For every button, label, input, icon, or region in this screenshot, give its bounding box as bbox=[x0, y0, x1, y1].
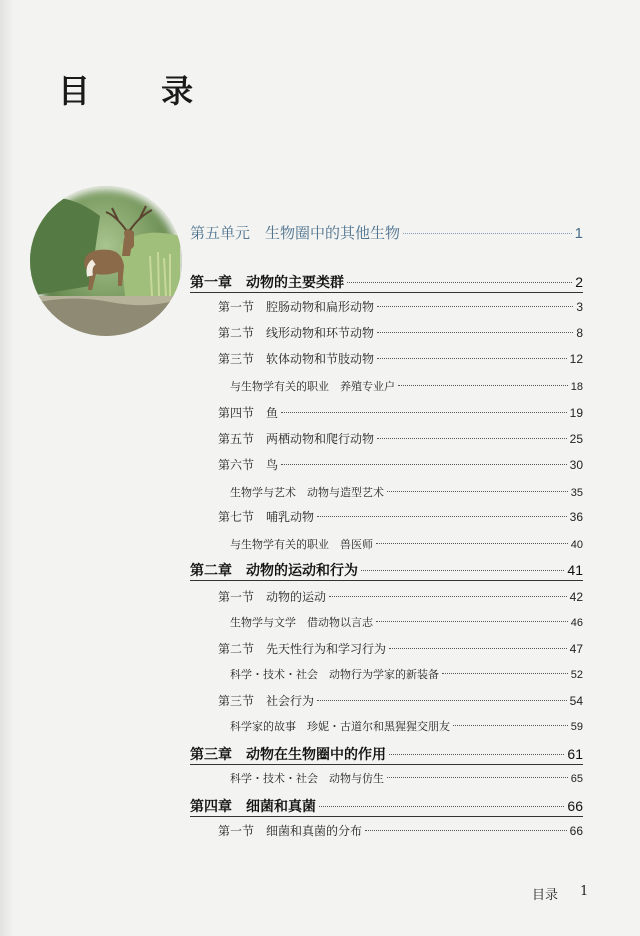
toc-entry-page: 36 bbox=[569, 510, 583, 524]
toc-section[interactable] bbox=[218, 430, 583, 447]
toc-entry-page: 3 bbox=[576, 300, 583, 314]
toc-extra[interactable] bbox=[230, 614, 583, 630]
toc-entry-label: 第一章 动物的主要类群 bbox=[190, 275, 344, 291]
toc-entry-label: 第一节 腔肠动物和扁形动物 bbox=[218, 300, 375, 314]
leader-dots bbox=[377, 332, 573, 333]
toc-entry-page: 66 bbox=[569, 824, 583, 838]
toc-entry-page: 42 bbox=[569, 590, 583, 604]
toc-entry-label: 科学家的故事 珍妮・古道尔和黑猩猩交朋友 bbox=[230, 720, 450, 733]
toc-entry-page: 47 bbox=[569, 642, 583, 656]
toc-entry-label: 第七节 哺乳动物 bbox=[218, 510, 315, 524]
toc-entry-label: 第二章 动物的运动和行为 bbox=[190, 563, 358, 579]
toc-section[interactable] bbox=[218, 350, 583, 367]
toc-entry-label: 生物学与艺术 动物与造型艺术 bbox=[230, 486, 384, 499]
toc-section[interactable] bbox=[218, 404, 583, 421]
toc-section[interactable] bbox=[218, 508, 583, 525]
toc-entry-label: 第二节 线形动物和环节动物 bbox=[218, 326, 375, 340]
toc-chapter[interactable] bbox=[190, 560, 583, 580]
leader-dots bbox=[347, 282, 572, 283]
toc-entry-page: 52 bbox=[570, 669, 583, 681]
chapter-underline bbox=[190, 292, 583, 293]
toc-extra[interactable] bbox=[230, 666, 583, 682]
toc-entry-page: 46 bbox=[570, 617, 583, 629]
toc-entry-page: 66 bbox=[567, 798, 583, 814]
toc-section[interactable] bbox=[218, 324, 583, 341]
toc-entry-page: 8 bbox=[576, 326, 583, 340]
toc-chapter[interactable] bbox=[190, 744, 583, 764]
toc-extra[interactable] bbox=[230, 484, 583, 500]
leader-dots bbox=[376, 621, 568, 622]
toc-entry-label: 第三章 动物在生物圈中的作用 bbox=[190, 747, 386, 763]
toc-entry-label: 第二节 先天性行为和学习行为 bbox=[218, 642, 387, 656]
toc-entry-page: 35 bbox=[570, 487, 583, 499]
toc-entry-page: 2 bbox=[575, 274, 583, 290]
toc-section[interactable] bbox=[218, 588, 583, 605]
leader-dots bbox=[377, 438, 567, 439]
toc-entry-label: 第一节 细菌和真菌的分布 bbox=[218, 824, 363, 838]
toc-entry-label: 第一节 动物的运动 bbox=[218, 590, 327, 604]
toc-extra[interactable] bbox=[230, 770, 583, 786]
toc-chapter[interactable] bbox=[190, 272, 583, 292]
toc-section[interactable] bbox=[218, 298, 583, 315]
toc-entry-label: 第四节 鱼 bbox=[218, 406, 279, 420]
toc-entry-label: 科学・技术・社会 动物行为学家的新装备 bbox=[230, 668, 439, 681]
toc-unit-label: 第五单元 生物圈中的其他生物 bbox=[190, 224, 401, 242]
toc-entry-page: 30 bbox=[569, 458, 583, 472]
toc-entry-page: 40 bbox=[570, 539, 583, 551]
toc-entry-page: 19 bbox=[569, 406, 583, 420]
chapter-underline bbox=[190, 580, 583, 581]
page-footer bbox=[532, 884, 588, 903]
leader-dots bbox=[281, 412, 567, 413]
leader-dots bbox=[389, 754, 564, 755]
toc-entry-label: 与生物学有关的职业 兽医师 bbox=[230, 538, 373, 551]
chapter-underline bbox=[190, 764, 583, 765]
leader-dots bbox=[317, 700, 567, 701]
toc-entry-label: 第四章 细菌和真菌 bbox=[190, 799, 316, 815]
leader-dots bbox=[389, 648, 567, 649]
toc-entry-label: 第六节 鸟 bbox=[218, 458, 279, 472]
leader-dots bbox=[387, 777, 568, 778]
toc-entry-page: 41 bbox=[567, 562, 583, 578]
leader-dots bbox=[361, 570, 564, 571]
toc-section[interactable] bbox=[218, 456, 583, 473]
toc-entry-page: 59 bbox=[570, 721, 583, 733]
leader-dots bbox=[365, 830, 567, 831]
toc-section[interactable] bbox=[218, 822, 583, 839]
toc-entry-label: 第五节 两栖动物和爬行动物 bbox=[218, 432, 375, 446]
toc-entry-label: 第三节 软体动物和节肢动物 bbox=[218, 352, 375, 366]
toc-entry-label: 科学・技术・社会 动物与仿生 bbox=[230, 772, 384, 785]
toc-extra[interactable] bbox=[230, 378, 583, 394]
leader-dots bbox=[387, 491, 568, 492]
footer-page-number: 1 bbox=[580, 884, 589, 899]
toc-entry-page: 61 bbox=[567, 746, 583, 762]
toc-entry-label: 第三节 社会行为 bbox=[218, 694, 315, 708]
toc-entry-page: 18 bbox=[570, 381, 583, 393]
leader-dots bbox=[377, 306, 573, 307]
toc-unit-page: 1 bbox=[574, 225, 583, 242]
chapter-underline bbox=[190, 816, 583, 817]
toc-entry-page: 12 bbox=[569, 352, 583, 366]
toc-entry-page: 54 bbox=[569, 694, 583, 708]
toc-section[interactable] bbox=[218, 692, 583, 709]
toc-entry-page: 25 bbox=[569, 432, 583, 446]
footer-label: 目录 bbox=[532, 888, 559, 903]
leader-dots bbox=[377, 358, 567, 359]
leader-dots bbox=[317, 516, 567, 517]
toc-entry-label: 与生物学有关的职业 养殖专业户 bbox=[230, 380, 395, 393]
leader-dots bbox=[442, 673, 568, 674]
toc-extra[interactable] bbox=[230, 536, 583, 552]
leader-dots bbox=[376, 543, 568, 544]
leader-dots bbox=[319, 806, 564, 807]
toc-entry-page: 65 bbox=[570, 773, 583, 785]
leader-dots bbox=[453, 725, 568, 726]
page-title: 目 录 bbox=[58, 72, 224, 110]
toc-extra[interactable] bbox=[230, 718, 583, 734]
toc-entry-label: 生物学与文学 借动物以言志 bbox=[230, 616, 373, 629]
toc-chapter[interactable] bbox=[190, 796, 583, 816]
leader-dots bbox=[403, 233, 572, 234]
toc-section[interactable] bbox=[218, 640, 583, 657]
leader-dots bbox=[281, 464, 567, 465]
leader-dots bbox=[398, 385, 568, 386]
toc-unit[interactable] bbox=[190, 222, 583, 243]
leader-dots bbox=[329, 596, 567, 597]
